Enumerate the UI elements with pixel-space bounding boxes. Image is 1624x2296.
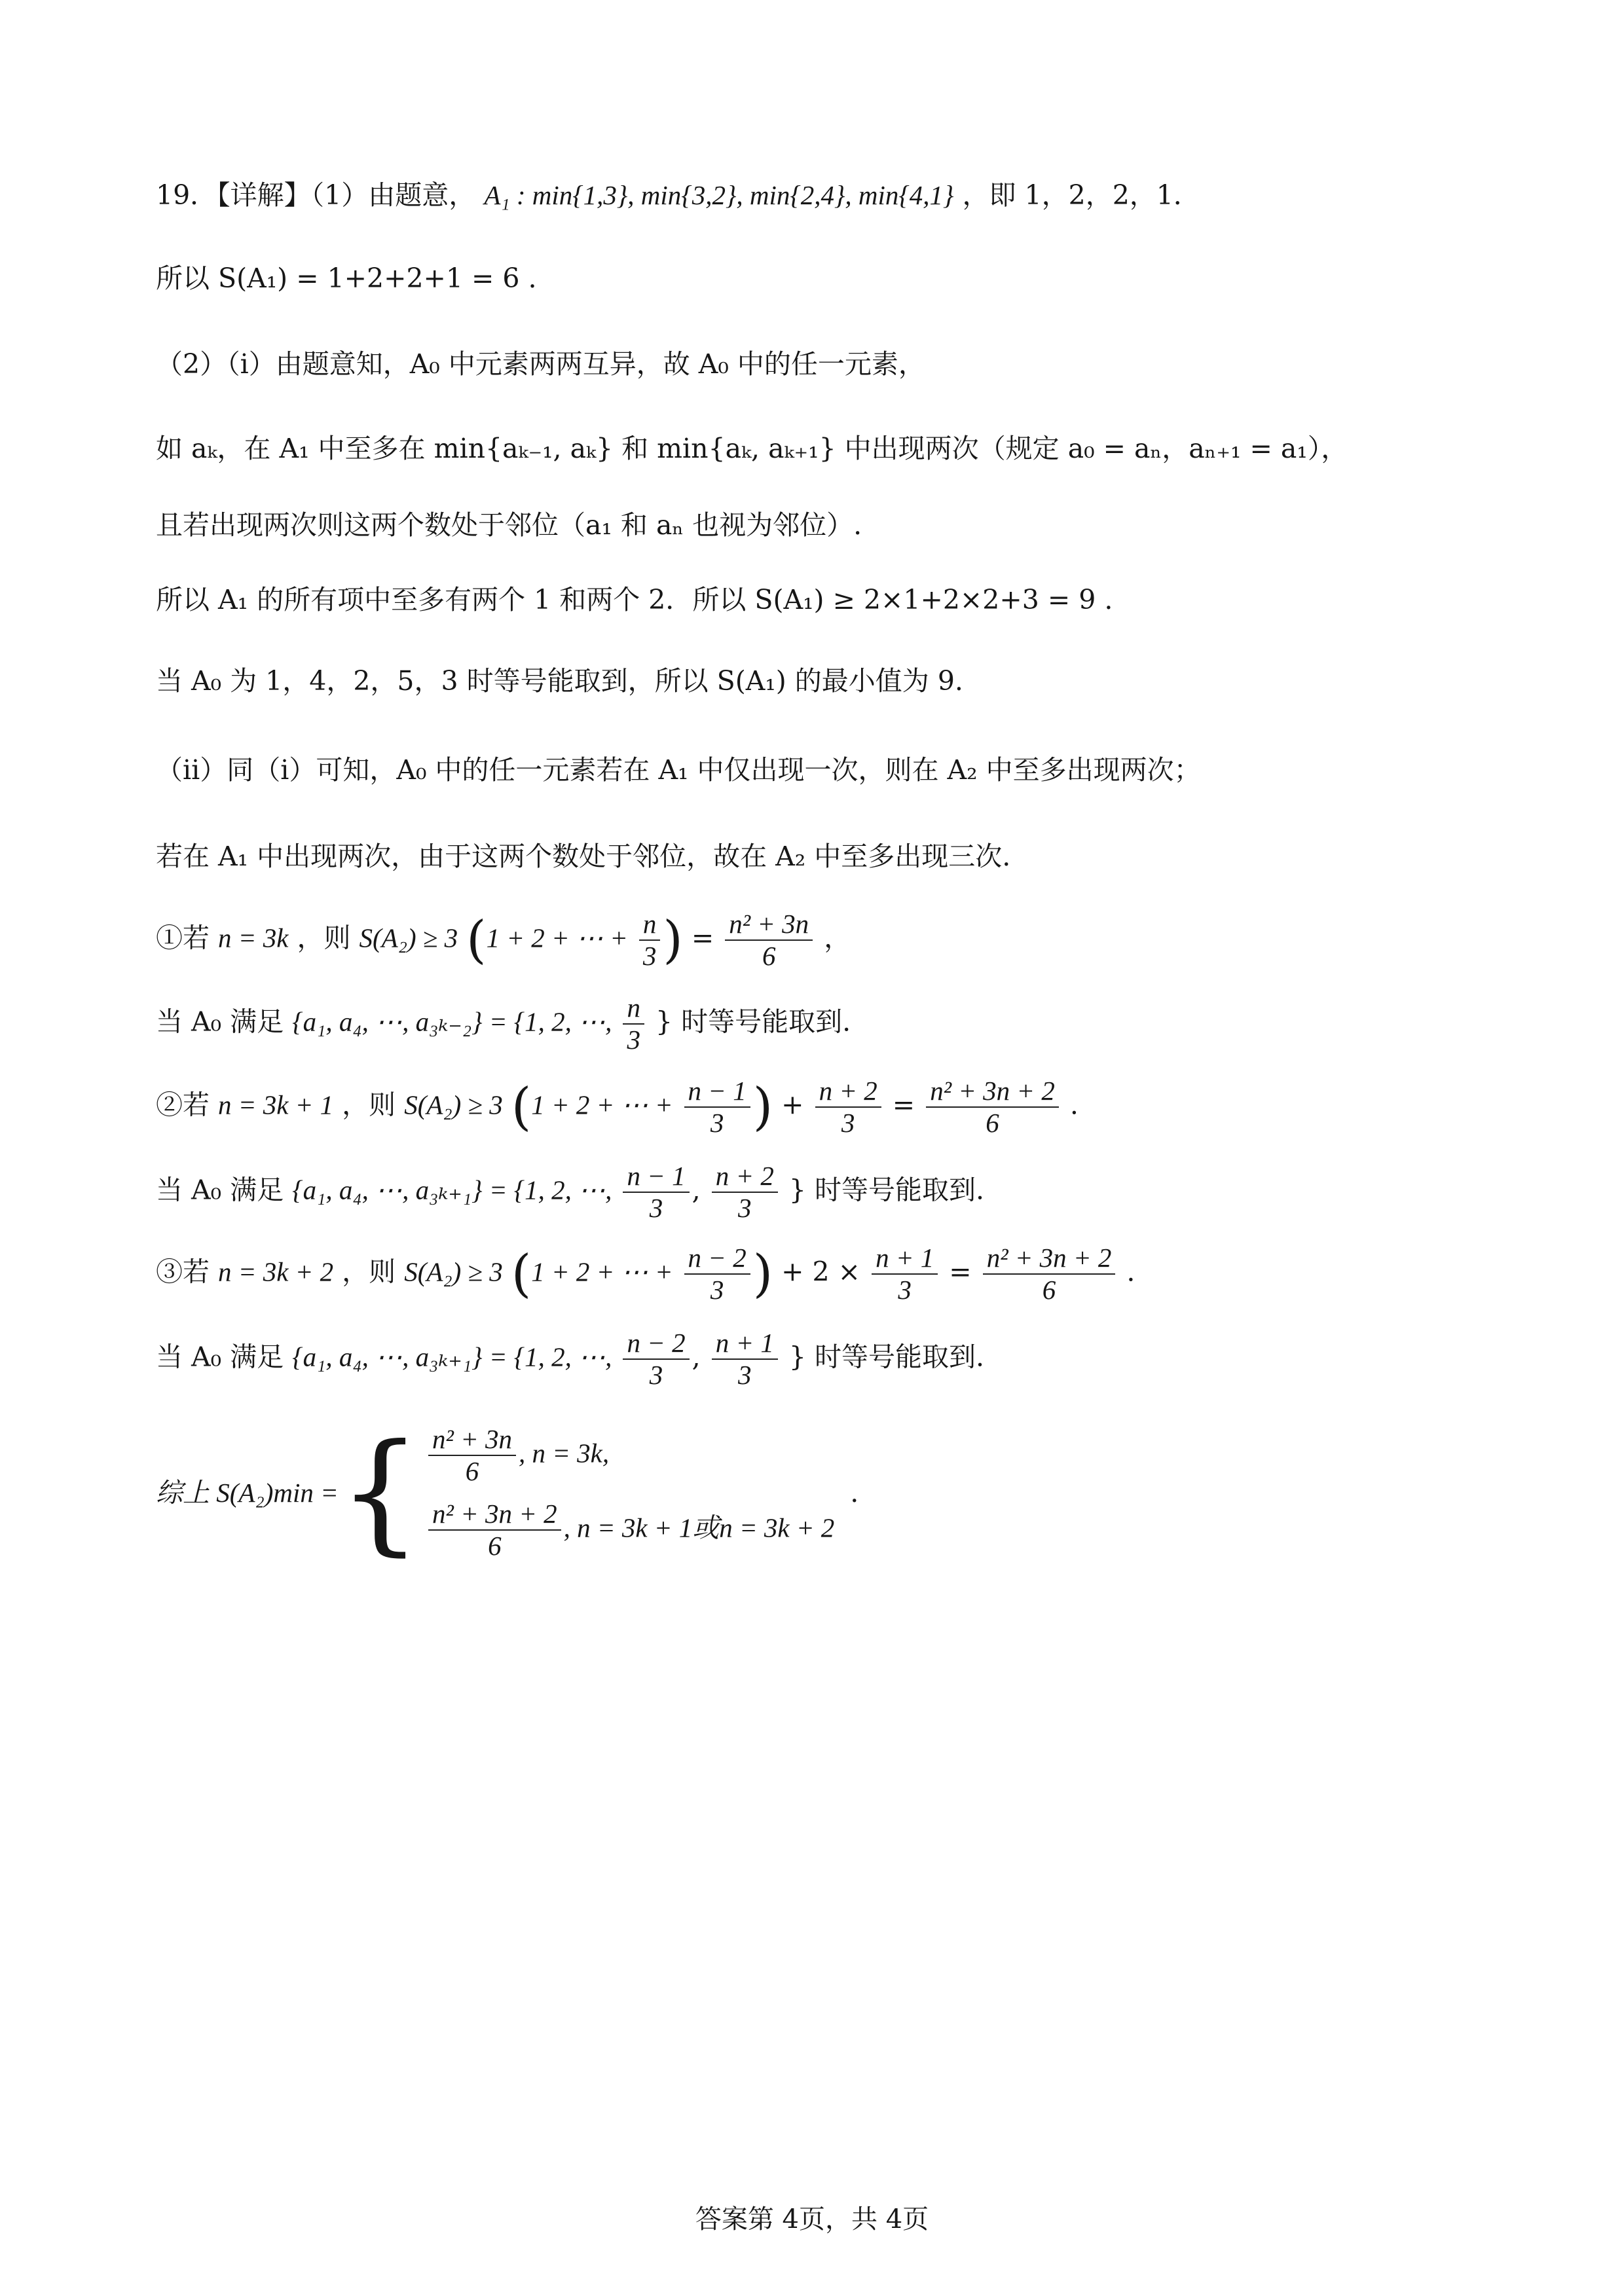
- summary-r2-frac: [428, 1500, 561, 1560]
- case1-frac-den: 3: [642, 941, 657, 972]
- line9-text: 若在 A₁ 中出现两次，由于这两个数处于邻位，故在 A₂ 中至多出现三次.: [156, 841, 1011, 872]
- case3-frac-1: [684, 1244, 750, 1304]
- case1-frac: [639, 910, 661, 970]
- line5-text: 且若出现两次则这两个数处于邻位（a₁ 和 aₙ 也视为邻位）.: [156, 509, 862, 541]
- summary-line: [156, 1408, 1467, 1578]
- case2-result-num: n² + 3n + 2: [926, 1077, 1059, 1108]
- summary-case-row-1: [426, 1425, 834, 1485]
- summary-r2-den: 6: [488, 1531, 502, 1561]
- case2-condition: n = 3k + 1: [218, 1089, 334, 1120]
- case2-text: ，则: [342, 1089, 396, 1121]
- solution-line-1: [156, 175, 1467, 215]
- case3-f2-den: 3: [898, 1275, 912, 1305]
- case3-condition: n = 3k + 2: [218, 1256, 334, 1287]
- case1-label: ①若: [156, 922, 210, 954]
- eq3-set: {a₁, a₄, ⋯, a₃ₖ₊₁} = {1, 2, ⋯,: [292, 1341, 612, 1372]
- eq1-set: {a₁, a₄, ⋯, a₃ₖ₋₂} = {1, 2, ⋯,: [292, 1006, 612, 1037]
- case2-result-den: 6: [986, 1108, 999, 1139]
- eq3-f2-num: n + 1: [712, 1329, 778, 1360]
- case1-end: ，: [824, 922, 851, 954]
- case2-f1-num: n − 1: [684, 1077, 750, 1108]
- eq3-f1-den: 3: [649, 1360, 663, 1391]
- summary-end: .: [850, 1477, 859, 1508]
- equality-2-line: 当 A₀ 满足 {a₁, a₄, ⋯, a₃ₖ₊₁} = {1, 2, ⋯, $\frac{n - 1}{3}$ , $\frac{n + 2}{3}$ } 时等号能取到.: [156, 1161, 985, 1224]
- case2-f1-den: 3: [710, 1108, 724, 1139]
- case1-lhs: S(A₂) ≥ 3: [359, 922, 458, 953]
- line8-text: （ii）同（i）可知，A₀ 中的任一元素若在 A₁ 中仅出现一次，则在 A₂ 中至多出现两次；: [156, 754, 1201, 786]
- eq1-frac: [623, 994, 644, 1054]
- case2-result: [926, 1077, 1059, 1137]
- case2-f2-num: n + 2: [815, 1077, 881, 1108]
- case2-plus: +: [781, 1089, 804, 1121]
- case1-result: [725, 910, 813, 970]
- case3-f1-num: n − 2: [684, 1244, 750, 1275]
- summary-r1-den: 6: [465, 1455, 479, 1486]
- eq3-f2-den: 3: [738, 1360, 752, 1391]
- case1-frac-num: n: [639, 910, 661, 941]
- summary-r1-frac: [428, 1425, 516, 1485]
- solution-line-6: [156, 580, 1467, 619]
- solution-line-3: [156, 344, 1467, 384]
- case1-sum: 1 + 2 + ⋯ +: [486, 922, 628, 953]
- case2-end: .: [1069, 1089, 1079, 1121]
- case2-frac-1: [684, 1077, 750, 1137]
- eq1-suffix: } 时等号能取到.: [655, 1006, 851, 1038]
- solution-line-2: [156, 259, 1467, 298]
- case3-result-num: n² + 3n + 2: [983, 1244, 1116, 1275]
- eq1-frac-den: 3: [627, 1025, 640, 1055]
- solution-line-5: [156, 505, 1467, 545]
- case1-condition: n = 3k: [218, 922, 289, 953]
- case3-text: ，则: [342, 1256, 396, 1288]
- case-2-line: ②若 n = 3k + 1 ，则 S(A₂) ≥ 3 (1 + 2 + ⋯ + $\frac{n - 1}{3}$ ) + $\frac{n + 2}{3}$ = $\frac{\text{n² + 3n + 2}}{6}$ .: [156, 1076, 1079, 1139]
- solution-line-7: [156, 661, 1467, 701]
- summary-case-row-2: [426, 1500, 834, 1560]
- case3-result: [983, 1244, 1116, 1304]
- case3-mult: + 2 ×: [781, 1256, 861, 1288]
- eq2-suffix: } 时等号能取到.: [788, 1174, 985, 1206]
- case1-result-den: 6: [762, 941, 776, 972]
- case3-frac-2: [872, 1244, 938, 1304]
- line2-text: 所以 S(A₁) = 1+2+2+1 = 6 .: [156, 263, 537, 294]
- eq3-prefix: 当 A₀ 满足: [156, 1341, 284, 1373]
- eq3-frac-2: [712, 1329, 778, 1389]
- summary-r1-num: n² + 3n: [428, 1425, 516, 1456]
- eq3-frac-1: [623, 1329, 689, 1389]
- case3-end: .: [1126, 1256, 1135, 1288]
- eq2-f2-den: 3: [738, 1193, 752, 1224]
- summary-r2-cond: , n = 3k + 1或n = 3k + 2: [563, 1512, 835, 1543]
- case2-f2-den: 3: [841, 1108, 855, 1139]
- equality-3-line: 当 A₀ 满足 {a₁, a₄, ⋯, a₃ₖ₊₁} = {1, 2, ⋯, $\frac{n - 2}{3}$ , $\frac{n + 1}{3}$ } 时等号能取到.: [156, 1328, 985, 1391]
- case1-result-num: n² + 3n: [725, 910, 813, 941]
- eq2-f1-num: n − 1: [623, 1162, 689, 1193]
- line1-prefix: 19．【详解】（1）由题意，: [156, 179, 476, 211]
- eq1-prefix: 当 A₀ 满足: [156, 1006, 284, 1038]
- case-1-line: ①若 n = 3k ，则 S(A₂) ≥ 3 (1 + 2 + ⋯ + $\frac{n}{3}$ ) = $\frac{\text{n² + 3n}}{6}$ ，: [156, 909, 851, 972]
- eq2-frac-2: [712, 1162, 778, 1222]
- case2-sum: 1 + 2 + ⋯ +: [531, 1089, 673, 1120]
- case2-frac-2: [815, 1077, 881, 1137]
- line6-text: 所以 A₁ 的所有项中至多有两个 1 和两个 2．所以 S(A₁) ≥ 2×1+2×2+3 = 9 .: [156, 584, 1113, 615]
- solution-line-4: [156, 429, 1467, 468]
- summary-r1-cond: , n = 3k,: [519, 1438, 610, 1468]
- eq3-f1-num: n − 2: [623, 1329, 689, 1360]
- case2-label: ②若: [156, 1089, 210, 1121]
- summary-prefix: 综上 S(A₂)min =: [156, 1478, 339, 1508]
- solution-line-9: [156, 837, 1467, 876]
- case3-lhs: S(A₂) ≥ 3: [404, 1256, 503, 1287]
- line1-suffix: ，即 1，2，2，1．: [962, 179, 1200, 211]
- case3-f2-num: n + 1: [872, 1244, 938, 1275]
- eq2-f2-num: n + 2: [712, 1162, 778, 1193]
- case3-sum: 1 + 2 + ⋯ +: [531, 1256, 673, 1287]
- eq2-prefix: 当 A₀ 满足: [156, 1174, 284, 1206]
- eq2-frac-1: [623, 1162, 689, 1222]
- summary-cases: { $\frac{\text{n² + 3n}}{6}$ , n = 3k, $\frac{\text{n² + 3n + 2}}{6}$ , n = 3k + 1或n = 3k + 2: [338, 1416, 835, 1569]
- case3-result-den: 6: [1042, 1275, 1056, 1305]
- equality-1-line: [156, 994, 1467, 1059]
- eq3-suffix: } 时等号能取到.: [788, 1341, 985, 1373]
- case2-lhs: S(A₂) ≥ 3: [404, 1089, 503, 1120]
- summary-r2-num: n² + 3n + 2: [428, 1500, 561, 1531]
- case1-text: ，则: [297, 922, 351, 954]
- solution-line-8: [156, 750, 1467, 790]
- line4-text: 如 aₖ，在 A₁ 中至多在 min{aₖ₋₁, aₖ} 和 min{aₖ, aₖ₊₁} 中出现两次（规定 a₀ = aₙ，aₙ₊₁ = a₁），: [156, 433, 1348, 464]
- case3-f1-den: 3: [710, 1275, 724, 1305]
- case-3-line: ③若 n = 3k + 2 ，则 S(A₂) ≥ 3 (1 + 2 + ⋯ + $\frac{n - 2}{3}$ ) + 2 × $\frac{n + 1}{3}$ = $\frac{\text{n² + 3n + 2}}{6}$ .: [156, 1243, 1135, 1305]
- line7-text: 当 A₀ 为 1，4，2，5，3 时等号能取到，所以 S(A₁) 的最小值为 9.: [156, 665, 963, 697]
- eq2-set: {a₁, a₄, ⋯, a₃ₖ₊₁} = {1, 2, ⋯,: [292, 1175, 612, 1205]
- page-footer: 答案第 4页，共 4页: [695, 2204, 929, 2234]
- line1-sequence: A₁ : min{1,3}, min{3,2}, min{2,4}, min{4,1}: [484, 180, 954, 210]
- eq2-f1-den: 3: [649, 1193, 663, 1224]
- line3-text: （2）（i）由题意知，A₀ 中元素两两互异，故 A₀ 中的任一元素，: [156, 348, 925, 380]
- case3-label: ③若: [156, 1256, 210, 1288]
- eq1-frac-num: n: [623, 994, 644, 1025]
